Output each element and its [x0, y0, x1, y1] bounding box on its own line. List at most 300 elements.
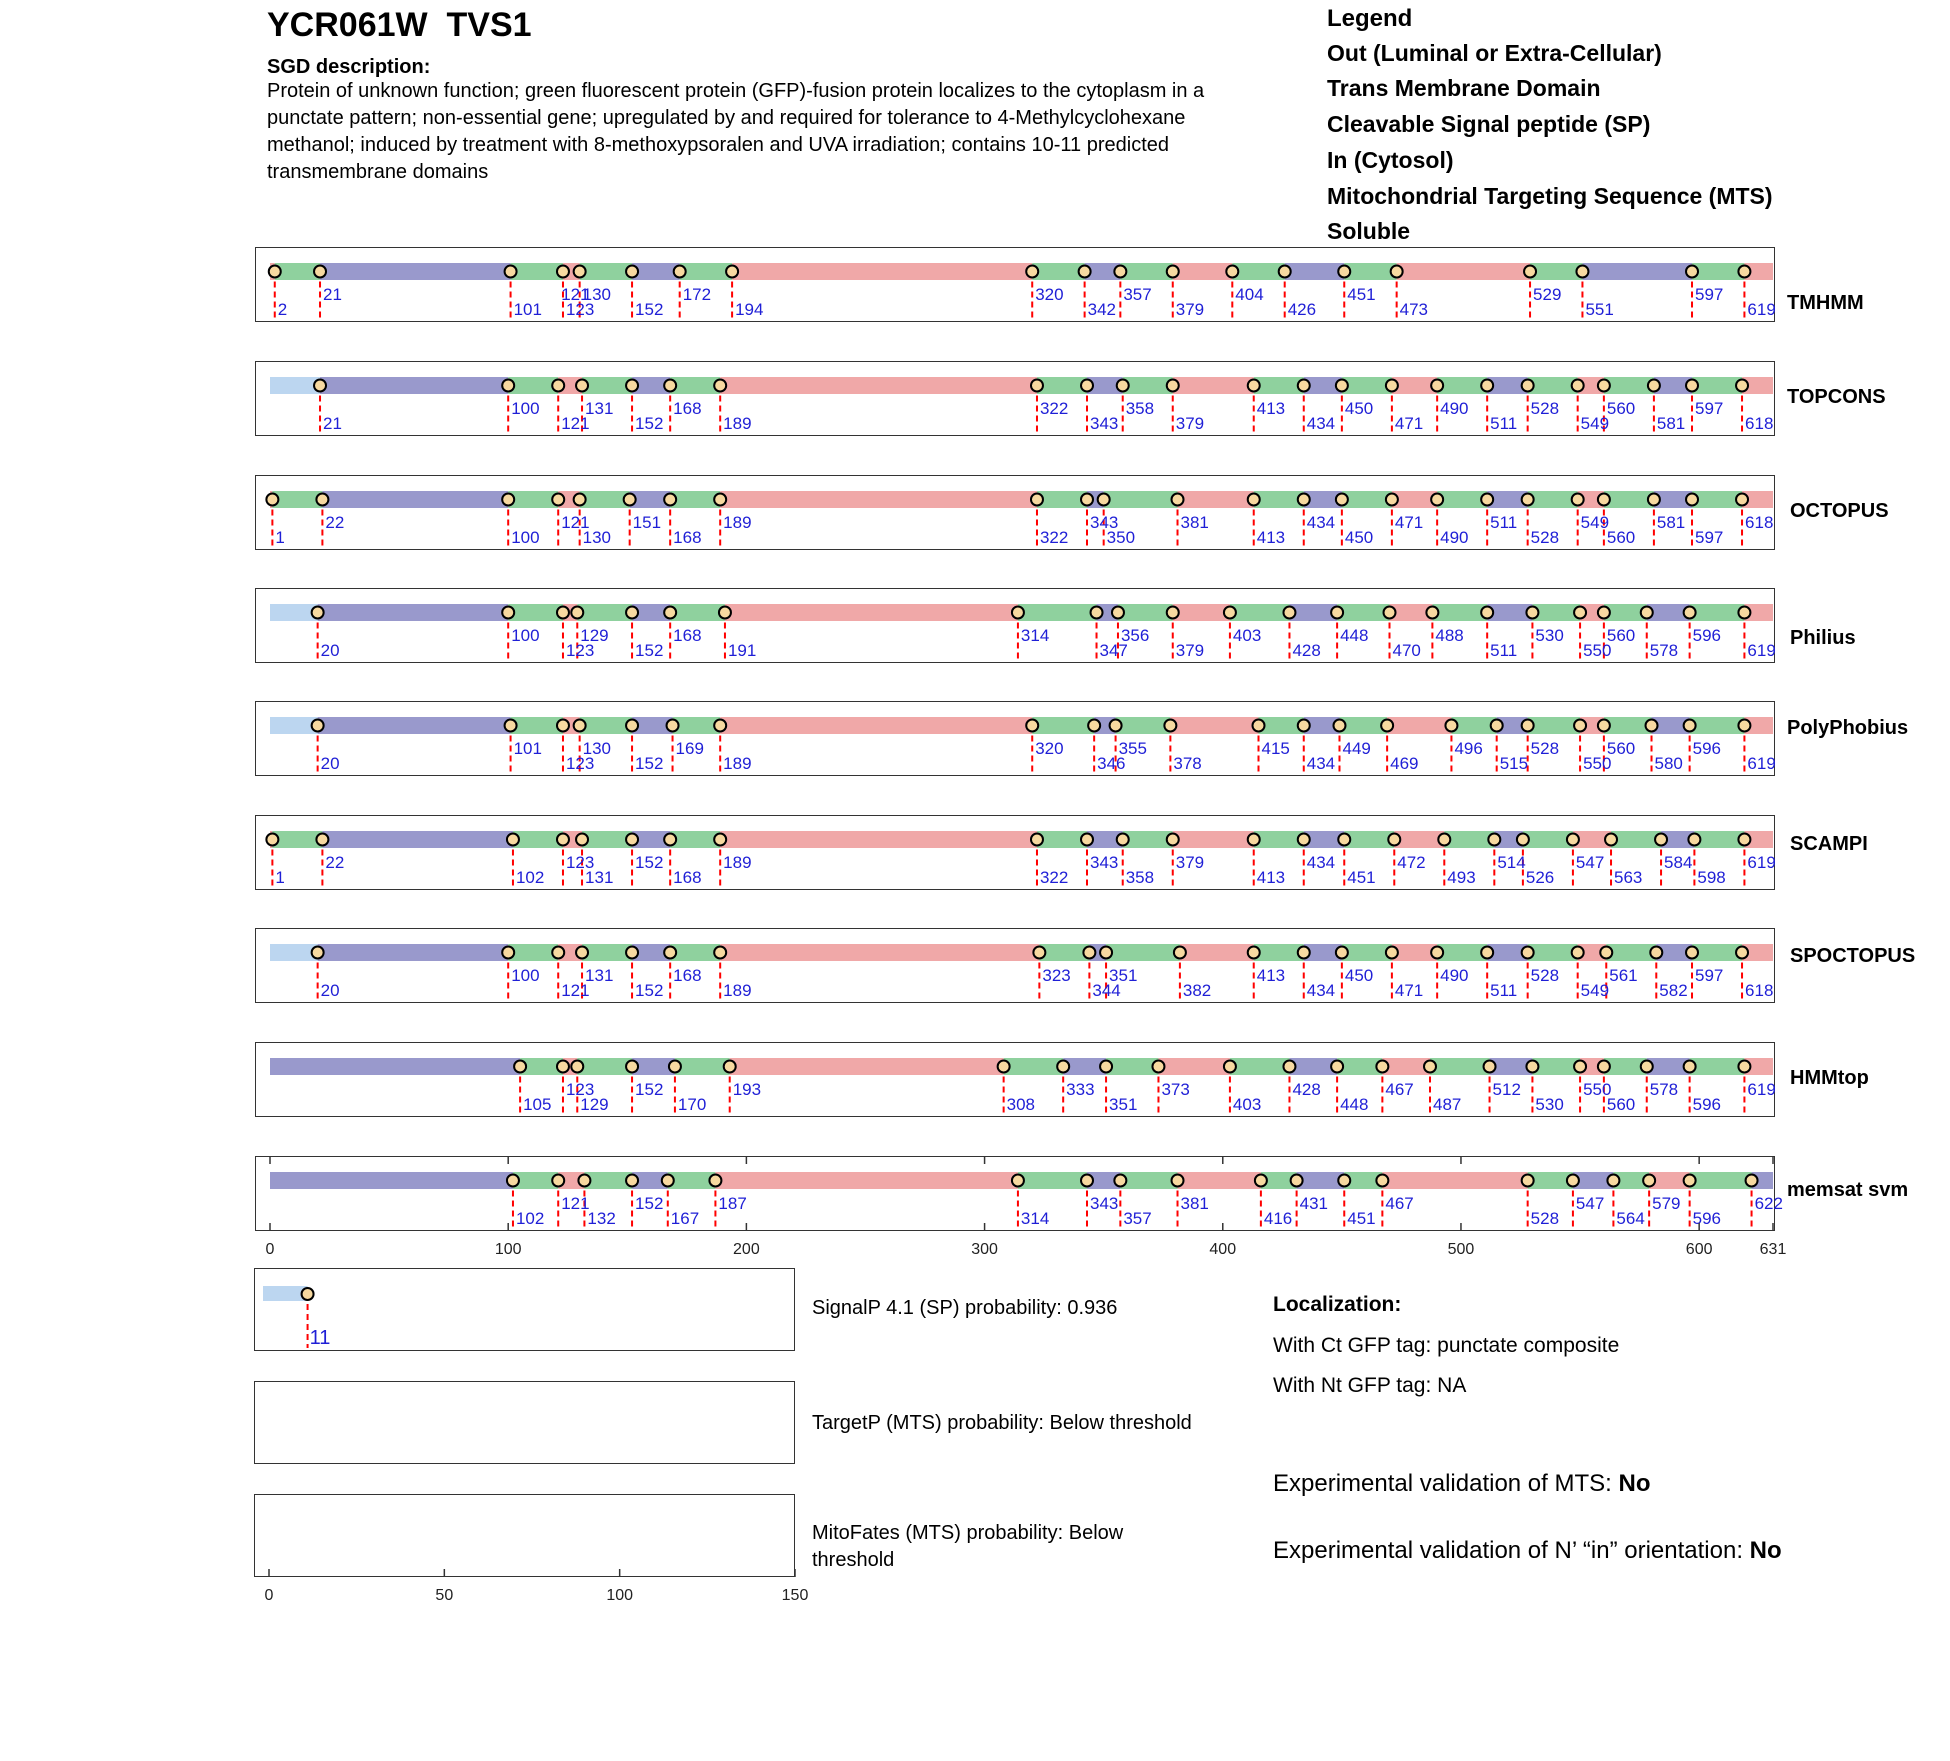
boundary-marker — [1488, 834, 1500, 846]
region-tm — [1254, 491, 1304, 508]
boundary-label: 528 — [1530, 739, 1560, 758]
boundary-marker — [1253, 720, 1265, 732]
boundary-label: 528 — [1530, 528, 1560, 547]
boundary-marker — [1386, 947, 1398, 959]
boundary-label: 20 — [320, 641, 340, 660]
region-tm — [670, 944, 720, 961]
boundary-marker — [1283, 1061, 1295, 1073]
boundary-label: 584 — [1664, 853, 1693, 872]
boundary-marker — [626, 1061, 638, 1073]
boundary-label: 356 — [1120, 626, 1150, 645]
boundary-marker — [514, 1061, 526, 1073]
boundary-marker — [1081, 494, 1093, 506]
axis-tick-label: 0 — [265, 1241, 275, 1258]
boundary-marker — [557, 607, 569, 619]
boundary-label: 322 — [1039, 528, 1069, 547]
boundary-label: 470 — [1392, 641, 1421, 660]
boundary-marker — [674, 266, 686, 278]
region-in — [715, 1172, 1018, 1189]
boundary-marker — [1376, 1175, 1388, 1187]
region-tm — [1120, 1172, 1177, 1189]
boundary-label: 189 — [723, 981, 752, 1000]
boundary-marker — [724, 1061, 736, 1073]
boundary-marker — [1641, 1061, 1653, 1073]
boundary-label: 597 — [1695, 399, 1724, 418]
region-tm — [511, 263, 563, 280]
axis-tick-label: 300 — [971, 1241, 998, 1258]
boundary-marker — [664, 607, 676, 619]
boundary-marker — [552, 1175, 564, 1187]
region-tm — [1528, 377, 1578, 394]
region-tm — [1344, 263, 1396, 280]
axis-tick-label: 600 — [1685, 1241, 1713, 1258]
boundary-label: 428 — [1292, 641, 1321, 660]
boundary-marker — [571, 1061, 583, 1073]
boundary-marker — [1574, 1061, 1586, 1073]
boundary-marker — [709, 1175, 721, 1187]
boundary-label: 403 — [1232, 1095, 1262, 1114]
boundary-label: 100 — [511, 528, 540, 547]
region-tm — [1037, 377, 1087, 394]
boundary-marker — [1598, 1061, 1610, 1073]
region-in — [720, 831, 1037, 848]
boundary-marker — [1224, 1061, 1236, 1073]
region-tm — [1104, 491, 1178, 508]
region-tm — [1123, 831, 1173, 848]
boundary-label: 322 — [1039, 399, 1069, 418]
boundary-label: 350 — [1106, 528, 1136, 547]
boundary-marker — [266, 494, 278, 506]
boundary-label: 448 — [1340, 1095, 1369, 1114]
boundary-label: 130 — [582, 285, 612, 304]
region-in — [725, 604, 1018, 621]
region-tm — [1530, 263, 1582, 280]
region-in — [1173, 377, 1254, 394]
boundary-label: 431 — [1299, 1194, 1328, 1213]
boundary-marker — [1736, 380, 1748, 392]
boundary-marker — [1057, 1061, 1069, 1073]
boundary-label: 130 — [582, 739, 612, 758]
boundary-label: 511 — [1490, 641, 1518, 660]
mitofates-label-line1: MitoFates (MTS) probability: Below — [812, 1522, 1124, 1544]
boundary-label: 123 — [565, 641, 595, 660]
boundary-marker — [1033, 947, 1045, 959]
region-tm — [1337, 604, 1389, 621]
boundary-marker — [1524, 266, 1536, 278]
boundary-label: 434 — [1306, 981, 1336, 1000]
legend-item-out: Out (Luminal or Extra-Cellular) — [1327, 40, 1662, 66]
region-tm — [1106, 944, 1180, 961]
boundary-marker — [1167, 834, 1179, 846]
boundary-label: 101 — [513, 300, 542, 319]
boundary-marker — [1572, 380, 1584, 392]
region-tm — [1118, 604, 1173, 621]
region-tm — [582, 831, 632, 848]
boundary-marker — [1081, 834, 1093, 846]
boundary-label: 597 — [1695, 528, 1724, 547]
boundary-label: 123 — [565, 754, 595, 773]
boundary-label: 550 — [1583, 1080, 1612, 1099]
boundary-marker — [1431, 494, 1443, 506]
boundary-label: 619 — [1747, 754, 1776, 773]
boundary-marker — [269, 266, 281, 278]
boundary-marker — [1117, 380, 1129, 392]
boundary-marker — [626, 720, 638, 732]
boundary-label: 129 — [580, 626, 609, 645]
boundary-marker — [576, 947, 588, 959]
boundary-label: 472 — [1397, 853, 1426, 872]
boundary-label: 515 — [1499, 754, 1529, 773]
boundary-label: 333 — [1066, 1080, 1095, 1099]
boundary-label: 357 — [1123, 1209, 1152, 1228]
boundary-marker — [1522, 720, 1534, 732]
boundary-label: 20 — [320, 754, 340, 773]
region-sp — [270, 717, 318, 734]
boundary-marker — [1650, 947, 1662, 959]
boundary-marker — [626, 834, 638, 846]
page-title: YCR061W TVS1 — [267, 6, 532, 44]
targetp-label: TargetP (MTS) probability: Below threshold — [812, 1412, 1192, 1434]
boundary-marker — [571, 607, 583, 619]
region-in — [720, 717, 1032, 734]
boundary-label: 467 — [1385, 1194, 1414, 1213]
boundary-marker — [1655, 834, 1667, 846]
boundary-label: 426 — [1287, 300, 1317, 319]
boundary-label: 618 — [1745, 981, 1774, 1000]
region-out — [322, 831, 513, 848]
boundary-marker — [1445, 720, 1457, 732]
boundary-label: 413 — [1256, 399, 1286, 418]
boundary-marker — [1384, 607, 1396, 619]
axis-tick-label: 100 — [494, 1241, 522, 1258]
legend-title: Legend — [1327, 5, 1413, 32]
region-tm — [1532, 604, 1580, 621]
boundary-marker — [1567, 1175, 1579, 1187]
region-tm — [1342, 944, 1392, 961]
boundary-label: 132 — [587, 1209, 616, 1228]
boundary-marker — [1484, 1061, 1496, 1073]
boundary-label: 378 — [1173, 754, 1202, 773]
region-tm — [680, 263, 732, 280]
boundary-label: 357 — [1123, 285, 1152, 304]
boundary-label: 511 — [1490, 414, 1518, 433]
boundary-label: 547 — [1575, 1194, 1605, 1213]
boundary-label: 450 — [1344, 966, 1374, 985]
boundary-marker — [1738, 720, 1750, 732]
boundary-marker — [507, 834, 519, 846]
boundary-label: 416 — [1263, 1209, 1293, 1228]
boundary-label: 351 — [1109, 1095, 1138, 1114]
region-tm — [1342, 491, 1392, 508]
boundary-marker — [626, 380, 638, 392]
boundary-marker — [1100, 947, 1112, 959]
region-in — [1173, 263, 1233, 280]
boundary-marker — [1386, 494, 1398, 506]
boundary-marker — [626, 947, 638, 959]
region-tm — [1611, 831, 1661, 848]
boundary-marker — [1026, 266, 1038, 278]
region-sp — [270, 604, 318, 621]
region-tm — [1690, 1172, 1752, 1189]
boundary-label: 358 — [1125, 868, 1155, 887]
boundary-label: 323 — [1042, 966, 1071, 985]
boundary-marker — [1686, 266, 1698, 278]
boundary-label: 121 — [561, 1194, 590, 1213]
boundary-marker — [626, 1175, 638, 1187]
boundary-label: 152 — [635, 981, 664, 1000]
boundary-label: 530 — [1535, 1095, 1564, 1114]
boundary-label: 379 — [1175, 414, 1205, 433]
boundary-marker — [502, 947, 514, 959]
region-tm — [1032, 717, 1094, 734]
region-tm — [1032, 263, 1084, 280]
region-in — [1178, 1172, 1261, 1189]
boundary-marker — [1100, 1061, 1112, 1073]
boundary-label: 598 — [1697, 868, 1726, 887]
region-tm — [577, 604, 632, 621]
boundary-label: 619 — [1747, 641, 1776, 660]
boundary-label: 21 — [323, 285, 342, 304]
boundary-label: 560 — [1606, 528, 1636, 547]
boundary-label: 102 — [515, 868, 545, 887]
region-tm — [1018, 604, 1097, 621]
boundary-label: 100 — [511, 626, 540, 645]
region-tm — [670, 604, 725, 621]
boundary-label: 528 — [1530, 966, 1560, 985]
boundary-marker — [1736, 947, 1748, 959]
boundary-marker — [1167, 607, 1179, 619]
boundary-label: 167 — [670, 1209, 700, 1228]
boundary-label: 168 — [673, 528, 702, 547]
boundary-label: 343 — [1090, 1194, 1119, 1213]
region-tm — [1254, 377, 1304, 394]
boundary-label: 404 — [1235, 285, 1264, 304]
boundary-marker — [1279, 266, 1291, 278]
boundary-label: 129 — [580, 1095, 609, 1114]
region-tm — [1430, 1058, 1490, 1075]
boundary-marker — [664, 380, 676, 392]
sgd-description-heading: SGD description: — [267, 56, 431, 78]
boundary-marker — [1336, 494, 1348, 506]
boundary-label: 560 — [1606, 739, 1636, 758]
region-out — [320, 263, 511, 280]
boundary-label: 596 — [1692, 626, 1722, 645]
boundary-label: 434 — [1306, 513, 1336, 532]
boundary-marker — [1648, 380, 1660, 392]
boundary-label: 530 — [1535, 626, 1564, 645]
region-tm — [508, 377, 558, 394]
boundary-marker — [1376, 1061, 1388, 1073]
boundary-label: 355 — [1118, 739, 1147, 758]
region-tm — [1106, 1058, 1158, 1075]
boundary-marker — [1110, 720, 1122, 732]
legend-item-sp: Cleavable Signal peptide (SP) — [1327, 111, 1651, 137]
boundary-label: 581 — [1656, 414, 1686, 433]
boundary-marker — [314, 266, 326, 278]
region-tm — [1604, 491, 1654, 508]
boundary-label: 308 — [1006, 1095, 1036, 1114]
boundary-marker — [1388, 834, 1400, 846]
boundary-marker — [1164, 720, 1176, 732]
predictor-name: TMHMM — [1787, 292, 1864, 314]
boundary-marker — [578, 1175, 590, 1187]
boundary-label: 511 — [1490, 513, 1518, 532]
boundary-marker — [1255, 1175, 1267, 1187]
topology-track — [0, 1156, 1950, 1276]
boundary-marker — [1298, 720, 1310, 732]
region-tm — [508, 944, 558, 961]
boundary-label: 413 — [1256, 868, 1286, 887]
boundary-marker — [1081, 1175, 1093, 1187]
boundary-marker — [1641, 607, 1653, 619]
sgd-description-text: Protein of unknown function; green fluorescent protein (GFP)-fusion protein localizes to the cytoplasm in a punctate pattern; non-essential gene; upregulated by and required for tolerance to 4-Methylcyclohexane methanol; induced by treatment with 8-methoxypsoralen and UVA irradiation; contains 10-11 predicted transmembrane domains — [267, 80, 1205, 183]
boundary-marker — [576, 834, 588, 846]
boundary-label: 471 — [1394, 513, 1424, 532]
boundary-marker — [714, 494, 726, 506]
region-tm — [582, 944, 632, 961]
boundary-marker — [1526, 607, 1538, 619]
boundary-label: 322 — [1039, 868, 1069, 887]
region-tm — [1339, 717, 1387, 734]
boundary-marker — [1031, 834, 1043, 846]
region-in — [720, 944, 1039, 961]
region-tm — [670, 491, 720, 508]
boundary-label: 2 — [277, 300, 288, 319]
region-tm — [1123, 377, 1173, 394]
boundary-label: 487 — [1433, 1095, 1462, 1114]
boundary-label: 314 — [1020, 626, 1050, 645]
boundary-marker — [505, 266, 517, 278]
boundary-marker — [1117, 834, 1129, 846]
region-tm — [1432, 604, 1487, 621]
boundary-label: 123 — [565, 300, 595, 319]
boundary-label: 473 — [1399, 300, 1429, 319]
topology-track — [0, 475, 1950, 595]
topology-track — [0, 588, 1950, 708]
axis-tick-label: 200 — [733, 1241, 760, 1258]
boundary-label: 560 — [1606, 399, 1636, 418]
boundary-marker — [1167, 380, 1179, 392]
boundary-label: 123 — [565, 1080, 595, 1099]
boundary-label: 451 — [1347, 1209, 1376, 1228]
boundary-marker — [1091, 607, 1103, 619]
boundary-marker — [1283, 607, 1295, 619]
region-tm — [1344, 831, 1394, 848]
boundary-label: 105 — [523, 1095, 552, 1114]
boundary-label: 121 — [561, 513, 590, 532]
boundary-label: 618 — [1745, 513, 1774, 532]
boundary-marker — [312, 720, 324, 732]
boundary-marker — [1607, 1175, 1619, 1187]
predictor-name: OCTOPUS — [1790, 500, 1889, 522]
boundary-label: 187 — [718, 1194, 747, 1213]
region-tm — [1692, 263, 1744, 280]
boundary-marker — [1684, 607, 1696, 619]
region-tm — [1437, 491, 1487, 508]
boundary-marker — [552, 947, 564, 959]
boundary-label: 547 — [1575, 853, 1605, 872]
region-out — [318, 717, 511, 734]
signalp-label: SignalP 4.1 (SP) probability: 0.936 — [812, 1297, 1118, 1319]
boundary-label: 450 — [1344, 528, 1374, 547]
boundary-label: 618 — [1745, 414, 1774, 433]
boundary-label: 314 — [1020, 1209, 1050, 1228]
signalp-track — [254, 1268, 795, 1351]
region-tm — [580, 263, 632, 280]
region-in — [1178, 491, 1254, 508]
boundary-marker — [1226, 266, 1238, 278]
region-in — [1397, 263, 1530, 280]
region-in — [1382, 1058, 1430, 1075]
boundary-marker — [1738, 834, 1750, 846]
region-out — [318, 944, 509, 961]
region-tm — [508, 491, 558, 508]
boundary-marker — [1572, 947, 1584, 959]
region-sp — [270, 944, 318, 961]
boundary-label: 528 — [1530, 1209, 1560, 1228]
region-tm — [582, 377, 632, 394]
boundary-label: 551 — [1585, 300, 1614, 319]
region-tm — [670, 377, 720, 394]
boundary-label: 100 — [511, 966, 540, 985]
region-tm — [1037, 491, 1087, 508]
region-in — [1170, 717, 1258, 734]
boundary-marker — [574, 720, 586, 732]
boundary-marker — [574, 266, 586, 278]
region-tm — [1532, 1058, 1580, 1075]
boundary-marker — [714, 380, 726, 392]
topology-track — [0, 247, 1950, 367]
boundary-marker — [1522, 494, 1534, 506]
boundary-label: 596 — [1692, 1209, 1722, 1228]
signalp-panel — [254, 1268, 795, 1351]
boundary-marker — [1522, 1175, 1534, 1187]
region-out — [632, 263, 680, 280]
boundary-label: 415 — [1261, 739, 1290, 758]
region-tm — [1018, 1172, 1087, 1189]
boundary-label: 320 — [1035, 285, 1064, 304]
axis-tick-label: 0 — [264, 1586, 273, 1604]
boundary-marker — [1648, 494, 1660, 506]
boundary-label: 168 — [673, 868, 702, 887]
region-tm — [1342, 377, 1392, 394]
boundary-label: 343 — [1090, 414, 1119, 433]
region-tm — [1437, 944, 1487, 961]
boundary-marker — [266, 834, 278, 846]
region-tm — [577, 1058, 632, 1075]
boundary-marker — [1522, 380, 1534, 392]
boundary-label: 471 — [1394, 414, 1424, 433]
boundary-marker — [726, 266, 738, 278]
boundary-label: 21 — [323, 414, 342, 433]
region-out — [1289, 1058, 1337, 1075]
boundary-marker — [664, 494, 676, 506]
boundary-label: 451 — [1347, 285, 1376, 304]
region-tm — [1690, 1058, 1745, 1075]
boundary-marker — [557, 834, 569, 846]
boundary-label: 496 — [1454, 739, 1483, 758]
targetp-panel — [254, 1381, 795, 1464]
boundary-marker — [1333, 720, 1345, 732]
boundary-label: 580 — [1654, 754, 1683, 773]
boundary-label: 320 — [1035, 739, 1064, 758]
boundary-marker — [1386, 380, 1398, 392]
boundary-marker — [1746, 1175, 1758, 1187]
experimental-mts-prefix: Experimental validation of MTS: — [1273, 1470, 1619, 1497]
boundary-marker — [667, 720, 679, 732]
boundary-marker — [1738, 607, 1750, 619]
region-out — [1297, 1172, 1345, 1189]
